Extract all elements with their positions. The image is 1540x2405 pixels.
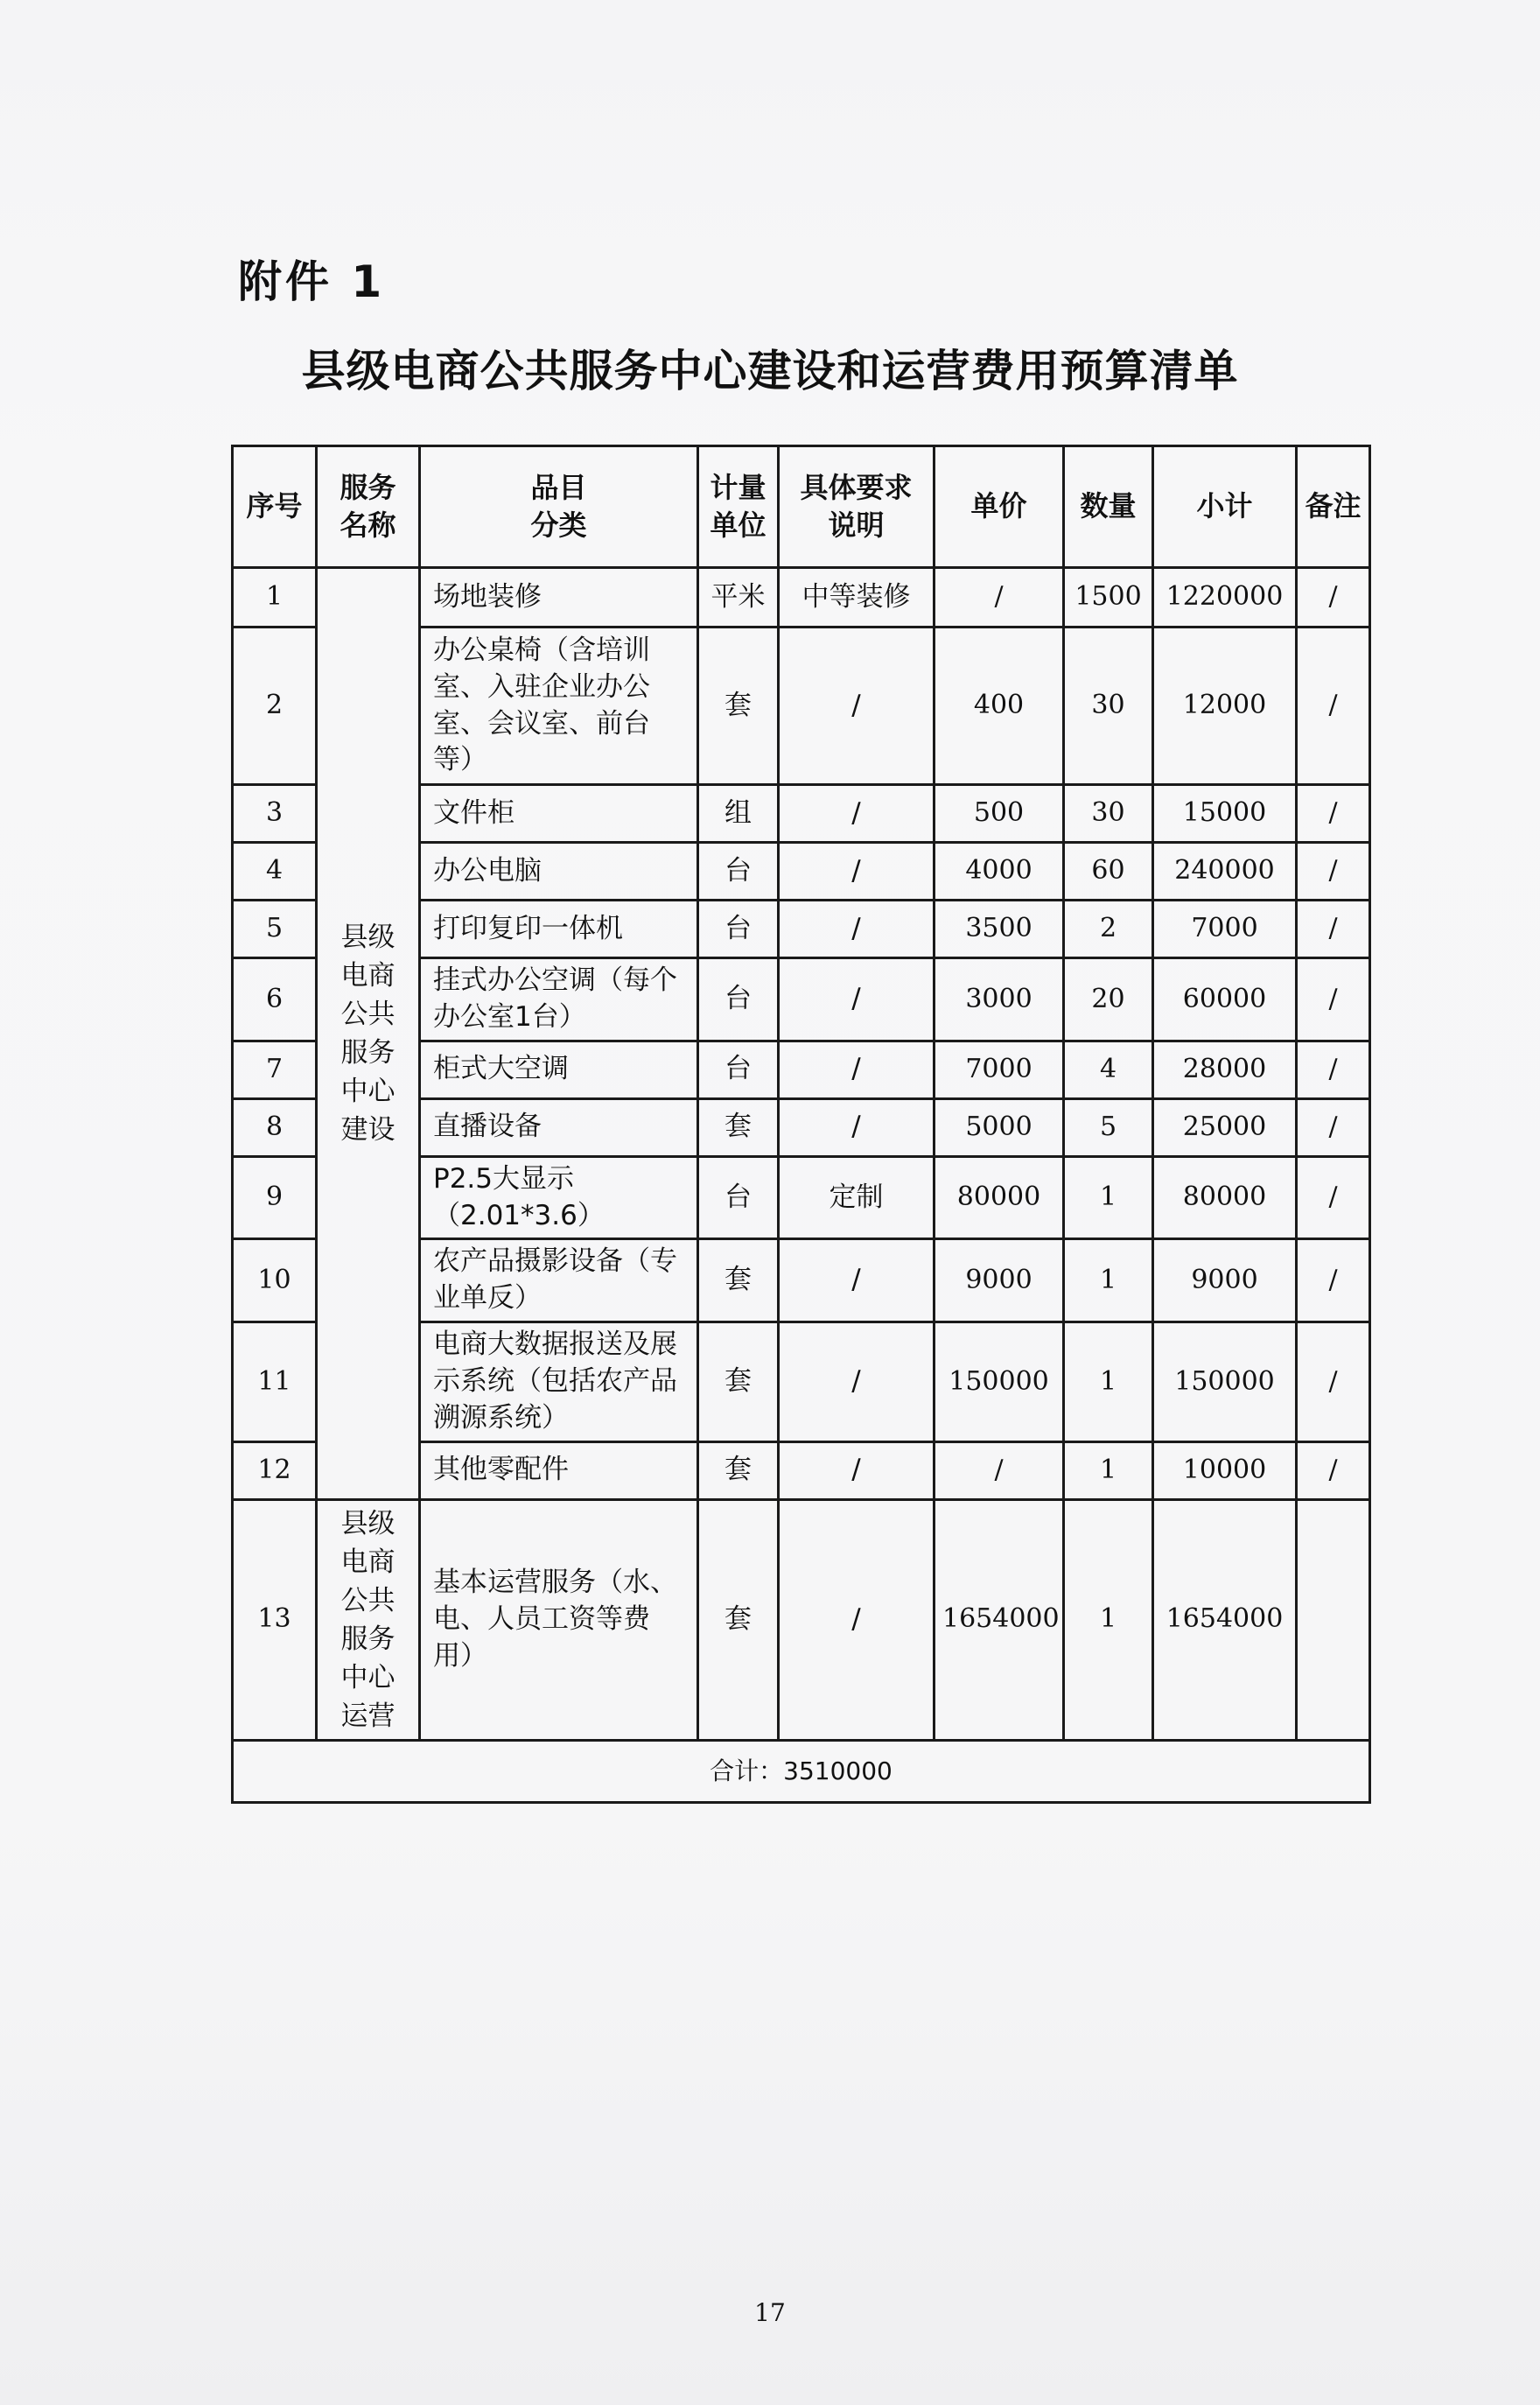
cell-no: 10 [233, 1239, 317, 1322]
header-category [420, 446, 698, 568]
cell-service-group-construction [317, 568, 420, 1500]
cell-qty: 60 [1064, 843, 1153, 901]
cell-qty: 30 [1064, 628, 1153, 785]
cell-requirement: / [779, 628, 934, 785]
header-category-text: 品目分类 [530, 470, 587, 542]
cell-no: 6 [233, 958, 317, 1041]
cell-price: 7000 [934, 1041, 1064, 1098]
cell-subtotal: 15000 [1153, 785, 1297, 843]
page-number: 17 [754, 2298, 786, 2327]
cell-unit: 套 [698, 1098, 779, 1156]
cell-qty: 1 [1064, 1441, 1153, 1499]
cell-note: / [1297, 843, 1370, 901]
cell-price: 150000 [934, 1322, 1064, 1442]
cell-no: 12 [233, 1441, 317, 1499]
cell-no: 7 [233, 1041, 317, 1098]
cell-item: P2.5大显示（2.01*3.6） [420, 1156, 698, 1239]
cell-note: / [1297, 1098, 1370, 1156]
cell-requirement: / [779, 1441, 934, 1499]
cell-price: 1654000 [934, 1499, 1064, 1740]
table-header-row [233, 446, 1370, 568]
cell-no: 9 [233, 1156, 317, 1239]
cell-unit: 台 [698, 901, 779, 958]
cell-item: 基本运营服务（水、电、人员工资等费用） [420, 1499, 698, 1740]
service-group-label: 县级电商公共服务中心运营 [340, 1507, 396, 1732]
cell-unit: 套 [698, 1499, 779, 1740]
cell-price: 4000 [934, 843, 1064, 901]
cell-note: / [1297, 1322, 1370, 1442]
cell-note [1297, 1499, 1370, 1740]
cell-item: 文件柜 [420, 785, 698, 843]
cell-item: 办公电脑 [420, 843, 698, 901]
cell-price: 500 [934, 785, 1064, 843]
header-qty: 数量 [1064, 446, 1153, 568]
cell-unit: 平米 [698, 568, 779, 628]
cell-subtotal: 150000 [1153, 1322, 1297, 1442]
cell-qty: 1 [1064, 1239, 1153, 1322]
header-unit [698, 446, 779, 568]
cell-unit: 组 [698, 785, 779, 843]
cell-item: 打印复印一体机 [420, 901, 698, 958]
cell-qty: 1 [1064, 1322, 1153, 1442]
cell-unit: 套 [698, 628, 779, 785]
cell-no: 13 [233, 1499, 317, 1740]
cell-item: 农产品摄影设备（专业单反） [420, 1239, 698, 1322]
header-price: 单价 [934, 446, 1064, 568]
header-service-text: 服务名称 [340, 470, 396, 542]
cell-price: 400 [934, 628, 1064, 785]
cell-qty: 20 [1064, 958, 1153, 1041]
header-no: 序号 [233, 446, 317, 568]
header-note: 备注 [1297, 446, 1370, 568]
total-cell: 合计：3510000 [233, 1740, 1370, 1802]
cell-requirement: 定制 [779, 1156, 934, 1239]
cell-qty: 30 [1064, 785, 1153, 843]
cell-subtotal: 1654000 [1153, 1499, 1297, 1740]
cell-item: 柜式大空调 [420, 1041, 698, 1098]
table-row [233, 1499, 1370, 1740]
cell-requirement: / [779, 1041, 934, 1098]
cell-item: 场地装修 [420, 568, 698, 628]
header-requirement-text: 具体要求说明 [800, 470, 913, 542]
cell-unit: 套 [698, 1441, 779, 1499]
cell-qty: 1500 [1064, 568, 1153, 628]
attachment-label: 附件 1 [238, 256, 386, 307]
cell-subtotal: 240000 [1153, 843, 1297, 901]
cell-unit: 台 [698, 1156, 779, 1239]
cell-unit: 套 [698, 1322, 779, 1442]
budget-table [231, 445, 1371, 1804]
cell-note: / [1297, 628, 1370, 785]
cell-subtotal: 1220000 [1153, 568, 1297, 628]
cell-qty: 2 [1064, 901, 1153, 958]
cell-price: 9000 [934, 1239, 1064, 1322]
cell-item: 挂式办公空调（每个办公室1台） [420, 958, 698, 1041]
cell-subtotal: 7000 [1153, 901, 1297, 958]
cell-no: 2 [233, 628, 317, 785]
cell-price: 3500 [934, 901, 1064, 958]
table-row [233, 568, 1370, 628]
cell-qty: 1 [1064, 1499, 1153, 1740]
cell-no: 4 [233, 843, 317, 901]
cell-subtotal: 10000 [1153, 1441, 1297, 1499]
cell-requirement: / [779, 958, 934, 1041]
cell-qty: 5 [1064, 1098, 1153, 1156]
cell-note: / [1297, 1156, 1370, 1239]
cell-note: / [1297, 958, 1370, 1041]
cell-no: 3 [233, 785, 317, 843]
cell-requirement: / [779, 785, 934, 843]
header-service [317, 446, 420, 568]
cell-unit: 台 [698, 958, 779, 1041]
cell-subtotal: 28000 [1153, 1041, 1297, 1098]
cell-service-group-operation [317, 1499, 420, 1740]
cell-note: / [1297, 568, 1370, 628]
document-title: 县级电商公共服务中心建设和运营费用预算清单 [301, 346, 1239, 396]
cell-price: / [934, 568, 1064, 628]
cell-note: / [1297, 901, 1370, 958]
cell-price: / [934, 1441, 1064, 1499]
cell-note: / [1297, 1441, 1370, 1499]
cell-subtotal: 60000 [1153, 958, 1297, 1041]
cell-item: 其他零配件 [420, 1441, 698, 1499]
cell-requirement: 中等装修 [779, 568, 934, 628]
cell-subtotal: 80000 [1153, 1156, 1297, 1239]
cell-item: 直播设备 [420, 1098, 698, 1156]
cell-price: 5000 [934, 1098, 1064, 1156]
cell-unit: 套 [698, 1239, 779, 1322]
total-row [233, 1740, 1370, 1802]
cell-note: / [1297, 785, 1370, 843]
cell-note: / [1297, 1239, 1370, 1322]
cell-subtotal: 12000 [1153, 628, 1297, 785]
cell-requirement: / [779, 1239, 934, 1322]
cell-subtotal: 25000 [1153, 1098, 1297, 1156]
cell-subtotal: 9000 [1153, 1239, 1297, 1322]
cell-item: 办公桌椅（含培训室、入驻企业办公室、会议室、前台等） [420, 628, 698, 785]
cell-no: 5 [233, 901, 317, 958]
header-unit-text: 计量单位 [710, 470, 766, 542]
cell-qty: 1 [1064, 1156, 1153, 1239]
cell-requirement: / [779, 1322, 934, 1442]
cell-price: 80000 [934, 1156, 1064, 1239]
cell-unit: 台 [698, 1041, 779, 1098]
cell-no: 1 [233, 568, 317, 628]
cell-item: 电商大数据报送及展示系统（包括农产品溯源系统） [420, 1322, 698, 1442]
header-requirement [779, 446, 934, 568]
cell-requirement: / [779, 1098, 934, 1156]
cell-qty: 4 [1064, 1041, 1153, 1098]
cell-requirement: / [779, 843, 934, 901]
cell-requirement: / [779, 901, 934, 958]
cell-no: 8 [233, 1098, 317, 1156]
cell-price: 3000 [934, 958, 1064, 1041]
service-group-label: 县级电商公共服务中心建设 [340, 921, 396, 1146]
cell-note: / [1297, 1041, 1370, 1098]
cell-no: 11 [233, 1322, 317, 1442]
cell-requirement: / [779, 1499, 934, 1740]
header-subtotal: 小计 [1153, 446, 1297, 568]
cell-unit: 台 [698, 843, 779, 901]
